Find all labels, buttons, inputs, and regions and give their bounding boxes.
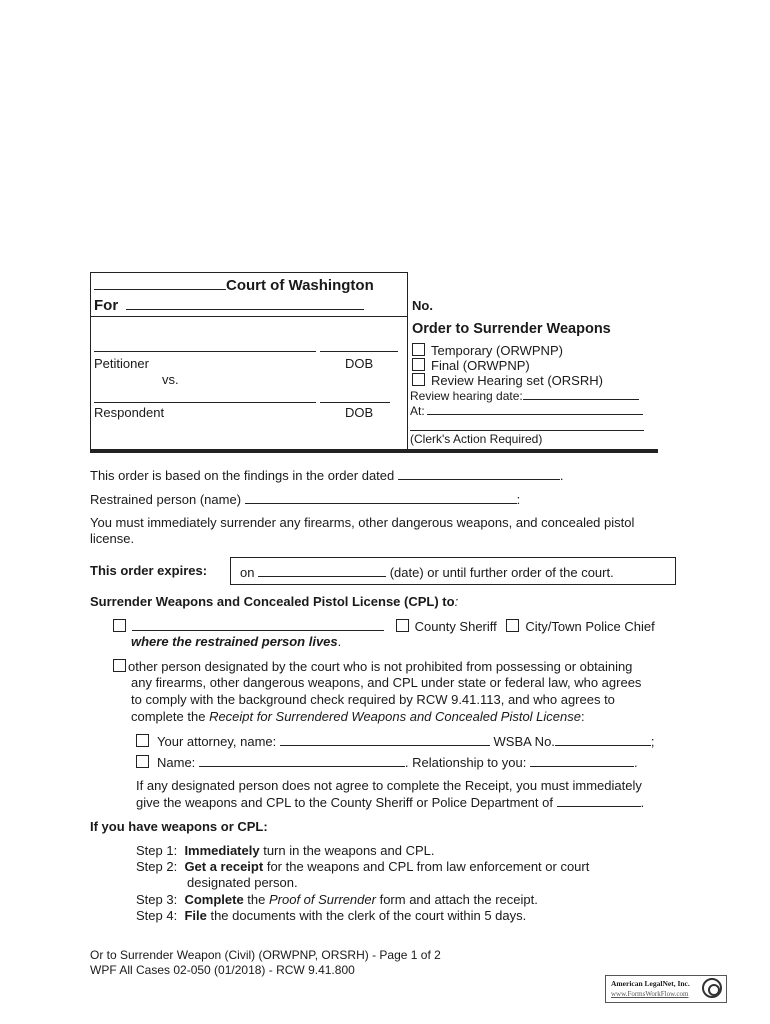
caption-divider [90,316,408,317]
final-checkbox[interactable] [412,358,425,371]
order-title: Order to Surrender Weapons [412,321,611,337]
receipt-form-name: Receipt for Surrendered Weapons and Concealed Pistol License [209,709,581,724]
footer-line-2: WPF All Cases 02-050 (01/2018) - RCW 9.41.800 [90,963,355,977]
other-person-checkbox[interactable] [113,659,126,672]
step-4: Step 4: File the documents with the clerk of the court within 5 days. [136,908,527,923]
case-no-label: No. [412,298,433,313]
surrender-line-2: license. [90,531,135,546]
restrained-row: Restrained person (name) : [90,492,521,507]
surrender-to-heading: Surrender Weapons and Concealed Pistol License (CPL) to: [90,594,459,609]
county-option-row: County Sheriff City/Town Police Chief [113,618,655,634]
review-checkbox[interactable] [412,373,425,386]
if-weapons-heading: If you have weapons or CPL: [90,819,268,834]
name-checkbox[interactable] [136,755,149,768]
police-checkbox[interactable] [506,619,519,632]
attorney-checkbox[interactable] [136,734,149,747]
other-person-line-2: any firearms, other dangerous weapons, and CPL under state or federal law, who agrees [131,675,642,690]
seal-icon [702,978,722,998]
disagree-line-1: If any designated person does not agree to complete the Receipt, you must immediately [136,778,642,793]
relationship-field[interactable] [530,754,634,767]
disagree-line-2: give the weapons and CPL to the County Sheriff or Police Department of . [136,795,645,810]
at-row [410,402,643,418]
where-lives: where the restrained person lives. [131,634,342,649]
designee-name-field[interactable] [199,754,405,767]
at-field[interactable] [427,402,643,415]
name-row: Name: . Relationship to you: . [136,754,638,770]
for-label: For [94,297,119,314]
department-field[interactable] [557,794,641,807]
respondent-name-line[interactable] [94,402,316,403]
wsba-field[interactable] [555,733,651,746]
respondent-dob-line[interactable] [320,402,390,403]
other-person-line-1: other person designated by the court who is not prohibited from possessing or obtaining [113,659,632,674]
findings-row: This order is based on the findings in the order dated . [90,468,564,483]
review-date-label: Review hearing date: [410,389,523,403]
review-date-row [410,387,639,403]
other-person-line-4: complete the Receipt for Surrendered Weapons and Concealed Pistol License: [131,709,585,724]
petitioner-label: Petitioner [94,356,149,371]
court-county-field[interactable] [94,277,226,290]
respondent-label: Respondent [94,405,165,420]
step-2-continuation: designated person. [187,875,298,890]
for-row [94,297,364,314]
sheriff-checkbox[interactable] [396,619,409,632]
court-title: Court of Washington [226,277,374,294]
findings-date-field[interactable] [398,467,560,480]
attorney-name-field[interactable] [280,733,490,746]
restrained-label: Restrained person (name) [90,492,242,507]
restrained-name-field[interactable] [245,491,517,504]
respondent-dob-label: DOB [345,405,374,420]
surrender-line-1: You must immediately surrender any firearms, other dangerous weapons, and concealed pistol [90,515,635,530]
petitioner-dob-label: DOB [345,356,374,371]
vs-label: vs. [162,372,179,387]
logo-name: American LegalNet, Inc. [611,979,690,988]
logo-url[interactable]: www.FormsWorkFlow.com [611,990,689,998]
designee-field[interactable] [132,618,384,631]
at-label: At: [410,404,425,418]
for-field[interactable] [126,297,364,310]
other-person-line-3: to comply with the background check required by RCW 9.41.113, and who agrees to [131,692,615,707]
header-rule [90,449,658,453]
option-review[interactable]: Review Hearing set (ORSRH) [412,373,603,388]
proof-of-surrender: Proof of Surrender [269,892,376,907]
at-second-line[interactable] [410,430,644,431]
option-final[interactable]: Final (ORWPNP) [412,358,530,373]
expires-row: on (date) or until further order of the court. [240,565,614,580]
clerk-note: (Clerk's Action Required) [410,432,543,446]
court-title-row [94,277,374,294]
petitioner-dob-line[interactable] [320,351,398,352]
option-temporary[interactable]: Temporary (ORWPNP) [412,343,563,358]
temporary-checkbox[interactable] [412,343,425,356]
step-3: Step 3: Complete the Proof of Surrender form and attach the receipt. [136,892,538,907]
attorney-row: Your attorney, name: WSBA No. ; [136,733,655,749]
step-1: Step 1: Immediately turn in the weapons and CPL. [136,843,435,858]
publisher-logo[interactable] [605,975,727,1003]
step-2: Step 2: Get a receipt for the weapons and CPL from law enforcement or court [136,859,590,874]
review-date-field[interactable] [523,387,639,400]
footer-line-1: Or to Surrender Weapon (Civil) (ORWPNP, ORSRH) - Page 1 of 2 [90,948,441,962]
petitioner-name-line[interactable] [94,351,316,352]
expires-label: This order expires: [90,563,208,578]
designee-checkbox[interactable] [113,619,126,632]
expires-date-field[interactable] [258,564,386,577]
